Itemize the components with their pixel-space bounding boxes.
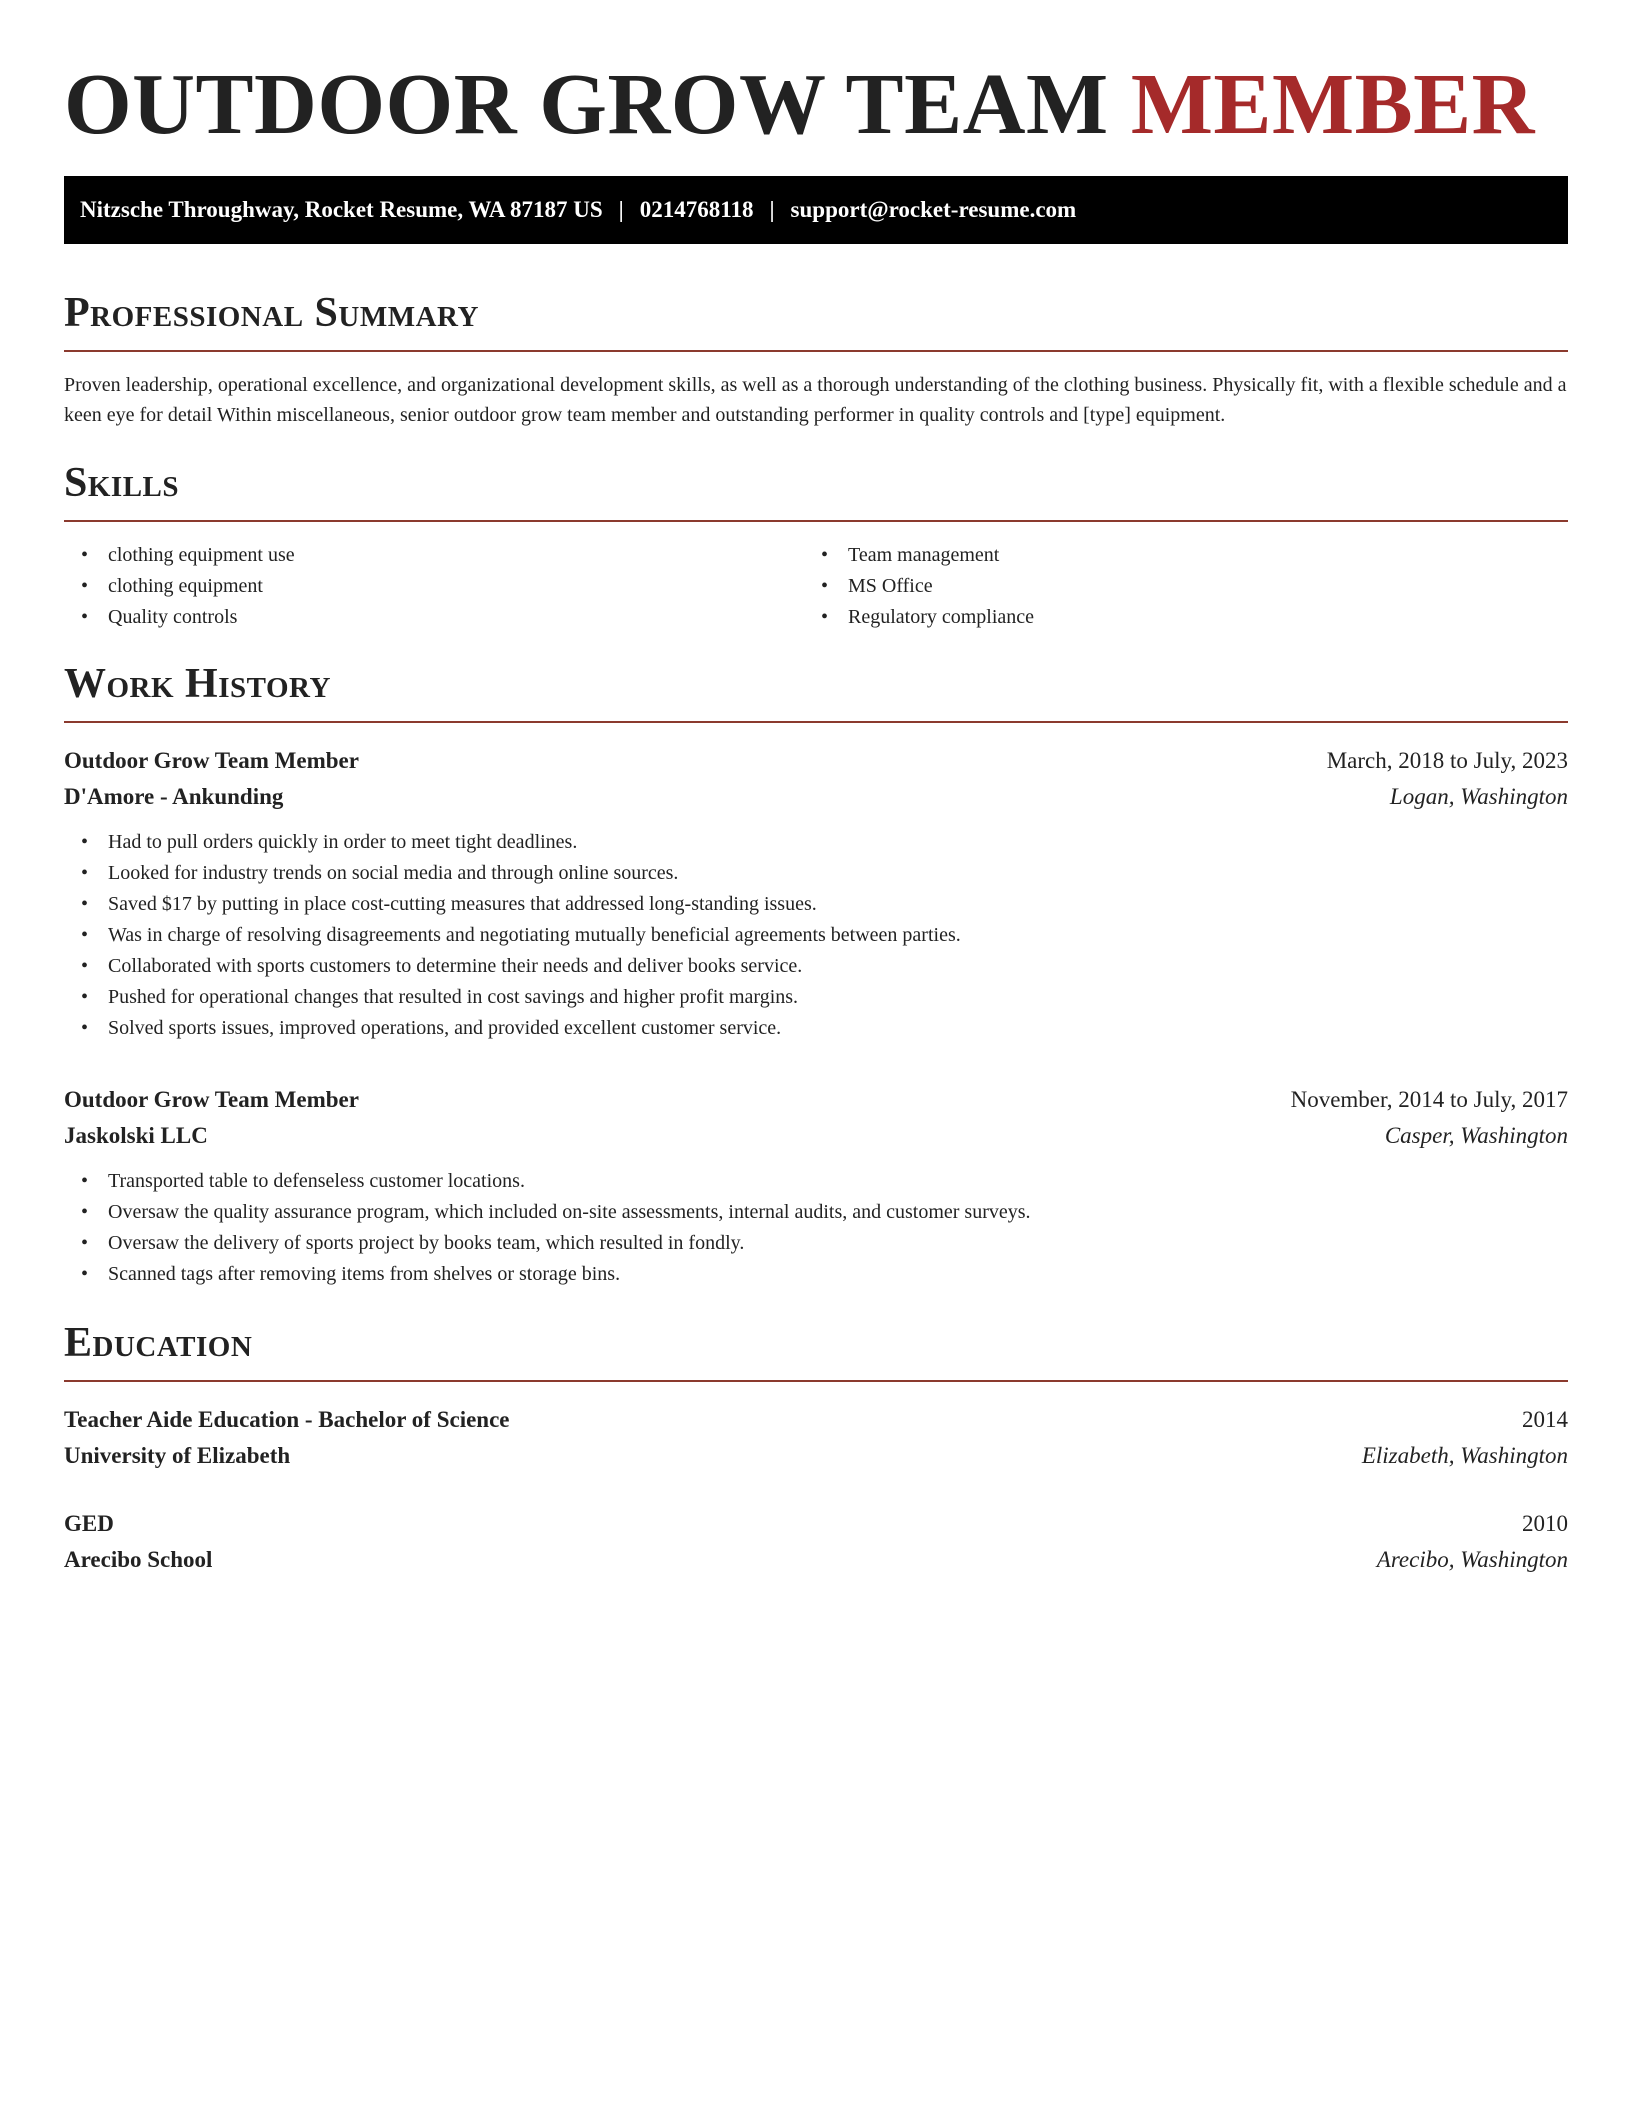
education-degree-row [64, 1402, 1568, 1438]
job-location: Logan, Washington [1389, 784, 1568, 809]
job-bullet: • Looked for industry trends on social media and through online sources. [64, 858, 1568, 889]
job-bullet: • Was in charge of resolving disagreements and negotiating mutually beneficial agreements between parties. [64, 920, 1568, 951]
skill-item: • MS Office [804, 571, 1544, 602]
job-company: D'Amore - Ankunding [64, 784, 284, 809]
job-bullets [64, 827, 1568, 1044]
education-section [64, 1318, 1568, 1578]
skill-item: • clothing equipment use [64, 540, 804, 571]
education-degree: Teacher Aide Education - Bachelor of Science [64, 1407, 510, 1432]
section-heading: Education [64, 1320, 253, 1366]
resume-name [64, 56, 1568, 152]
education-entry [64, 1402, 1568, 1474]
contact-separator: | [618, 197, 624, 222]
job-company-row [64, 1118, 1568, 1154]
contact-bar [64, 176, 1568, 244]
education-school: Arecibo School [64, 1547, 213, 1572]
job-title: Outdoor Grow Team Member [64, 1087, 359, 1112]
section-heading: Skills [64, 460, 180, 506]
job-bullets [64, 1166, 1568, 1290]
skills-column-left [64, 540, 804, 633]
name-main: OUTDOOR GROW TEAM [64, 55, 1131, 152]
job-bullet: • Oversaw the quality assurance program, which included on-site assessments, internal audits, and customer surveys. [64, 1197, 1568, 1228]
section-divider [64, 350, 1568, 352]
job-dates: November, 2014 to July, 2017 [1290, 1087, 1568, 1112]
skill-item: • Quality controls [64, 602, 804, 633]
education-degree-row [64, 1506, 1568, 1542]
job-entry [64, 743, 1568, 1044]
skills-grid [64, 540, 1568, 633]
skill-item: • Regulatory compliance [804, 602, 1544, 633]
summary-text: Proven leadership, operational excellence, and organizational development skills, as well as a thorough understanding of the clothing business. Physically fit, with a flexible schedule and a keen eye for detail Within miscellaneous, senior outdoor grow team member and outstanding performer in quality controls and [type] equipment. [64, 374, 1567, 426]
section-divider [64, 1380, 1568, 1382]
job-header-row [64, 1082, 1568, 1118]
job-bullet: • Oversaw the delivery of sports project by books team, which resulted in fondly. [64, 1228, 1568, 1259]
summary-section [64, 288, 1568, 430]
job-bullet: • Had to pull orders quickly in order to meet tight deadlines. [64, 827, 1568, 858]
education-location: Elizabeth, Washington [1361, 1443, 1568, 1468]
job-company-row [64, 779, 1568, 815]
education-school-row [64, 1542, 1568, 1578]
job-entry [64, 1082, 1568, 1290]
job-bullet: • Collaborated with sports customers to determine their needs and deliver books service. [64, 951, 1568, 982]
skill-item: • clothing equipment [64, 571, 804, 602]
education-location: Arecibo, Washington [1376, 1547, 1568, 1572]
education-year: 2010 [1522, 1511, 1568, 1536]
work-history-section [64, 659, 1568, 1290]
section-heading: Professional Summary [64, 290, 479, 336]
job-bullet: • Saved $17 by putting in place cost-cutting measures that addressed long-standing issues. [64, 889, 1568, 920]
contact-phone: 0214768118 [639, 197, 754, 222]
job-bullet: • Scanned tags after removing items from shelves or storage bins. [64, 1259, 1568, 1290]
name-accent: MEMBER [1130, 55, 1535, 152]
section-divider [64, 520, 1568, 522]
skill-item: • Team management [804, 540, 1544, 571]
contact-separator: | [769, 197, 775, 222]
job-bullet: • Pushed for operational changes that resulted in cost savings and higher profit margins. [64, 982, 1568, 1013]
contact-email[interactable]: support@rocket-resume.com [790, 197, 1077, 222]
job-bullet: • Solved sports issues, improved operations, and provided excellent customer service. [64, 1013, 1568, 1044]
job-company: Jaskolski LLC [64, 1123, 208, 1148]
education-school-row [64, 1438, 1568, 1474]
section-heading: Work History [64, 661, 331, 707]
contact-address: Nitzsche Throughway, Rocket Resume, WA 87187 US [80, 197, 603, 222]
education-degree: GED [64, 1511, 114, 1536]
skills-section [64, 458, 1568, 633]
job-dates: March, 2018 to July, 2023 [1326, 748, 1568, 773]
education-entry [64, 1506, 1568, 1578]
skills-column-right [804, 540, 1544, 633]
job-bullet: • Transported table to defenseless customer locations. [64, 1166, 1568, 1197]
job-location: Casper, Washington [1384, 1123, 1568, 1148]
section-divider [64, 721, 1568, 723]
job-title: Outdoor Grow Team Member [64, 748, 359, 773]
job-header-row [64, 743, 1568, 779]
education-school: University of Elizabeth [64, 1443, 291, 1468]
education-year: 2014 [1522, 1407, 1568, 1432]
